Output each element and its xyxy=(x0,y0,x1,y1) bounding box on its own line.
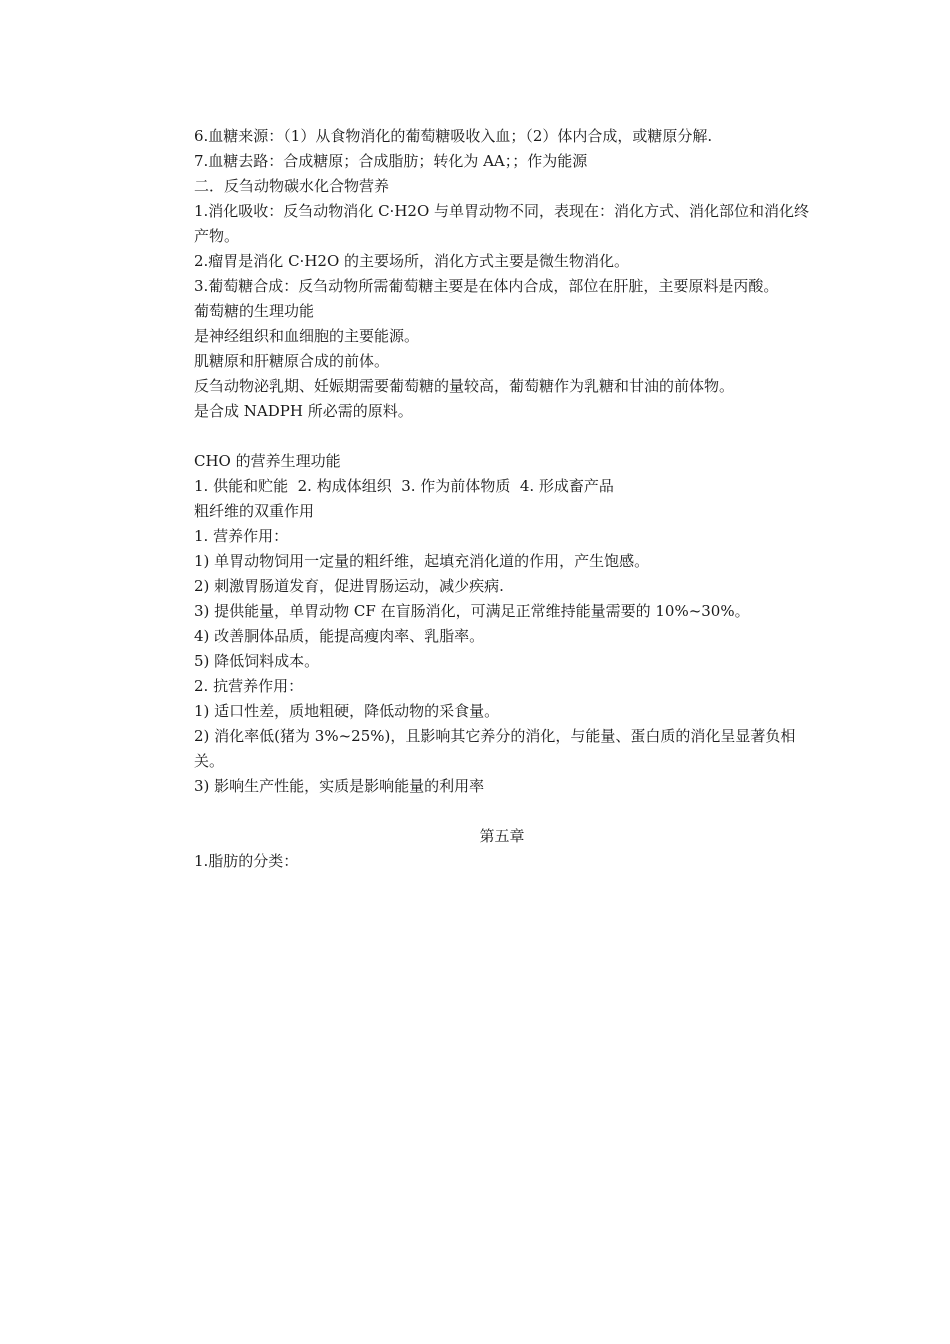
paragraph: 7.血糖去路：合成糖原；合成脂肪；转化为 AA；；作为能源 xyxy=(194,152,588,170)
document-page xyxy=(194,124,810,874)
paragraph: 2.瘤胃是消化 C·H2O 的主要场所，消化方式主要是微生物消化。 xyxy=(194,252,630,270)
section-heading: 二．反刍动物碳水化合物营养 xyxy=(194,177,390,195)
section-top xyxy=(194,124,810,424)
paragraph: 6.血糖来源：（1）从食物消化的葡萄糖吸收入血；（2）体内合成，或糖原分解. xyxy=(194,127,713,145)
paragraph: 1) 适口性差，质地粗硬，降低动物的采食量。 xyxy=(194,702,500,720)
paragraph: 3.葡萄糖合成：反刍动物所需葡萄糖主要是在体内合成，部位在肝脏，主要原料是丙酸。 xyxy=(194,277,779,295)
paragraph: 1.脂肪的分类： xyxy=(194,852,299,870)
blank-line xyxy=(194,799,810,824)
paragraph: 3) 影响生产性能，实质是影响能量的利用率 xyxy=(194,777,485,795)
paragraph: 1. 供能和贮能 2. 构成体组织 3. 作为前体物质 4. 形成畜产品 xyxy=(194,477,614,495)
paragraph: 1. 营养作用： xyxy=(194,527,289,545)
section-middle xyxy=(194,449,810,799)
chapter-title: 第五章 xyxy=(479,827,525,845)
paragraph: 2) 消化率低(猪为 3%~25%)，且影响其它养分的消化，与能量、蛋白质的消化呈显著负相关。 xyxy=(194,727,796,770)
section-bottom xyxy=(194,849,810,874)
paragraph: 反刍动物泌乳期、妊娠期需要葡萄糖的量较高，葡萄糖作为乳糖和甘油的前体物。 xyxy=(194,377,735,395)
paragraph: 2) 刺激胃肠道发育，促进胃肠运动，减少疾病. xyxy=(194,577,504,595)
paragraph: 4) 改善胴体品质，能提高瘦肉率、乳脂率。 xyxy=(194,627,485,645)
paragraph: 3) 提供能量，单胃动物 CF 在盲肠消化，可满足正常维持能量需要的 10%~30%。 xyxy=(194,602,750,620)
paragraph: 是合成 NADPH 所必需的原料。 xyxy=(194,402,413,420)
blank-line xyxy=(194,424,810,449)
subheading: 葡萄糖的生理功能 xyxy=(194,302,315,320)
paragraph: 是神经组织和血细胞的主要能源。 xyxy=(194,327,420,345)
paragraph: 肌糖原和肝糖原合成的前体。 xyxy=(194,352,390,370)
paragraph: 5) 降低饲料成本。 xyxy=(194,652,320,670)
paragraph: 2. 抗营养作用： xyxy=(194,677,304,695)
subheading: 粗纤维的双重作用 xyxy=(194,502,315,520)
subheading: CHO 的营养生理功能 xyxy=(194,452,341,470)
paragraph: 1) 单胃动物饲用一定量的粗纤维，起填充消化道的作用，产生饱感。 xyxy=(194,552,650,570)
paragraph: 1.消化吸收：反刍动物消化 C·H2O 与单胃动物不同，表现在：消化方式、消化部位和消化终产物。 xyxy=(194,202,810,245)
